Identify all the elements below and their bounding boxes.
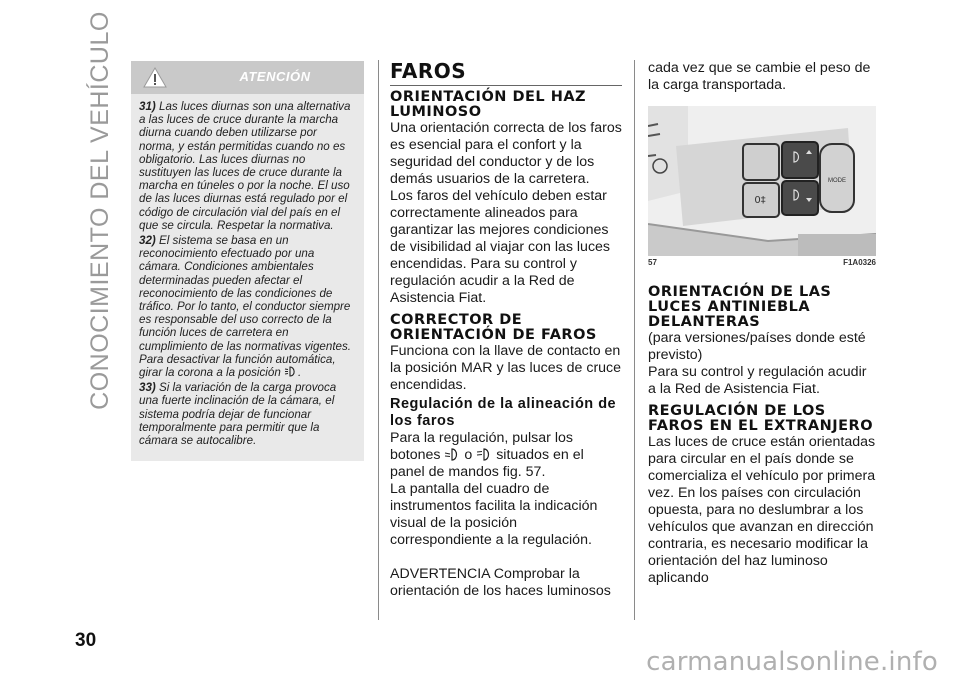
warning-item: 33) Si la variación de la carga provoca una fuerte inclinación de la cámara, el sistema podría dejar de funcionar temporalmente para permitir que la cámara se autocalibre. xyxy=(139,381,337,448)
paragraph: Una orientación correcta de los faros es esencial para el confort y la seguridad del conductor y de los demás usuarios de la carretera. xyxy=(390,120,622,187)
subsection-title: REGULACIÓN DE LOS FAROS EN EL EXTRANJERO xyxy=(648,403,874,434)
warning-item: 31) Las luces diurnas son una alternativa a las luces de cruce durante la marcha diurna cuando deben utilizarse por norma, y están permitidas cuando no es obligatorio. Las luces diurnas no sustituyen las luces de cruce durante la marcha en túneles o por la noche. El uso de las luces diurnas está regulado por el código de circulación vial del país en el que se circula. Respetar la normativa. xyxy=(139,100,351,232)
right-column xyxy=(648,60,878,587)
side-section-title: CONOCIMIENTO DEL VEHÍCULO xyxy=(85,10,114,410)
figure-number: 57 xyxy=(648,258,657,267)
paragraph: (para versiones/países donde esté previsto) xyxy=(648,330,866,363)
paragraph: Funciona con la llave de contacto en la posición MAR y las luces de cruce encendidas. xyxy=(390,343,622,393)
section-title: FAROS xyxy=(390,59,467,83)
warning-item: 32) El sistema se basa en un reconocimiento efectuado por una cámara. Condiciones ambientales determinadas pueden afectar el reconocimiento de las condiciones de tráfico. Por lo tanto, el conductor siempre es responsable del uso correcto de la función luces de carretera en cumplimiento de las normativas vigentes. Para desactivar la función automática, girar la corona a la posición . xyxy=(139,234,352,380)
mode-label: MODE xyxy=(828,178,846,184)
middle-column xyxy=(390,60,622,600)
column-divider xyxy=(634,60,635,620)
subsection-heading: Regulación de la alineación de los faros xyxy=(390,396,617,429)
paragraph: cada vez que se cambie el peso de la carga transportada. xyxy=(648,60,871,93)
warning-title: ATENCIÓN xyxy=(239,69,311,84)
headlight-symbol-icon xyxy=(284,366,298,377)
warning-body xyxy=(131,94,364,447)
paragraph: Las luces de cruce están orientadas para circular en el país donde se comercializa el vehículo por primera vez. En los países con circulación opuesta, para no deslumbrar a los vehículos que avanzan en dirección contraria, es necesario modificar la orientación del haz luminoso aplicando xyxy=(648,434,876,586)
figure-code: F1A0326 xyxy=(843,258,876,267)
headlight-control-panel-image xyxy=(648,106,876,256)
warning-box xyxy=(131,61,364,461)
title-rule xyxy=(390,85,622,86)
paragraph: Para la regulación, pulsar los botones o situados en el panel de mandos fig. 57. xyxy=(390,430,584,480)
headlight-up-icon xyxy=(476,448,492,461)
subsection-title: ORIENTACIÓN DE LAS LUCES ANTINIEBLA DELANTERAS xyxy=(648,284,832,330)
figure-caption xyxy=(648,258,876,267)
paragraph: Los faros del vehículo deben estar correctamente alineados para garantizar las mejores condiciones de visibilidad al viajar con las luces encendidas. Para su control y regulación acudir a la Red de Asistencia Fiat. xyxy=(390,188,611,306)
subsection-title: CORRECTOR DE ORIENTACIÓN DE FAROS xyxy=(390,312,597,343)
column-divider xyxy=(378,60,379,620)
paragraph: ADVERTENCIA Comprobar la orientación de los haces luminosos xyxy=(390,566,611,599)
dashboard-figure xyxy=(648,106,876,256)
headlight-down-icon xyxy=(444,448,460,461)
svg-text:0‡: 0‡ xyxy=(754,195,766,206)
warning-header xyxy=(131,61,364,94)
paragraph: Para su control y regulación acudir a la Red de Asistencia Fiat. xyxy=(648,364,867,397)
paragraph: La pantalla del cuadro de instrumentos facilita la indicación visual de la posición correspondiente a la regulación. xyxy=(390,481,598,548)
page-number: 30 xyxy=(75,630,97,651)
warning-triangle-icon xyxy=(143,67,167,88)
watermark-text: carmanualsonline.info xyxy=(646,647,938,677)
subsection-title: ORIENTACIÓN DEL HAZ LUMINOSO xyxy=(390,89,587,120)
